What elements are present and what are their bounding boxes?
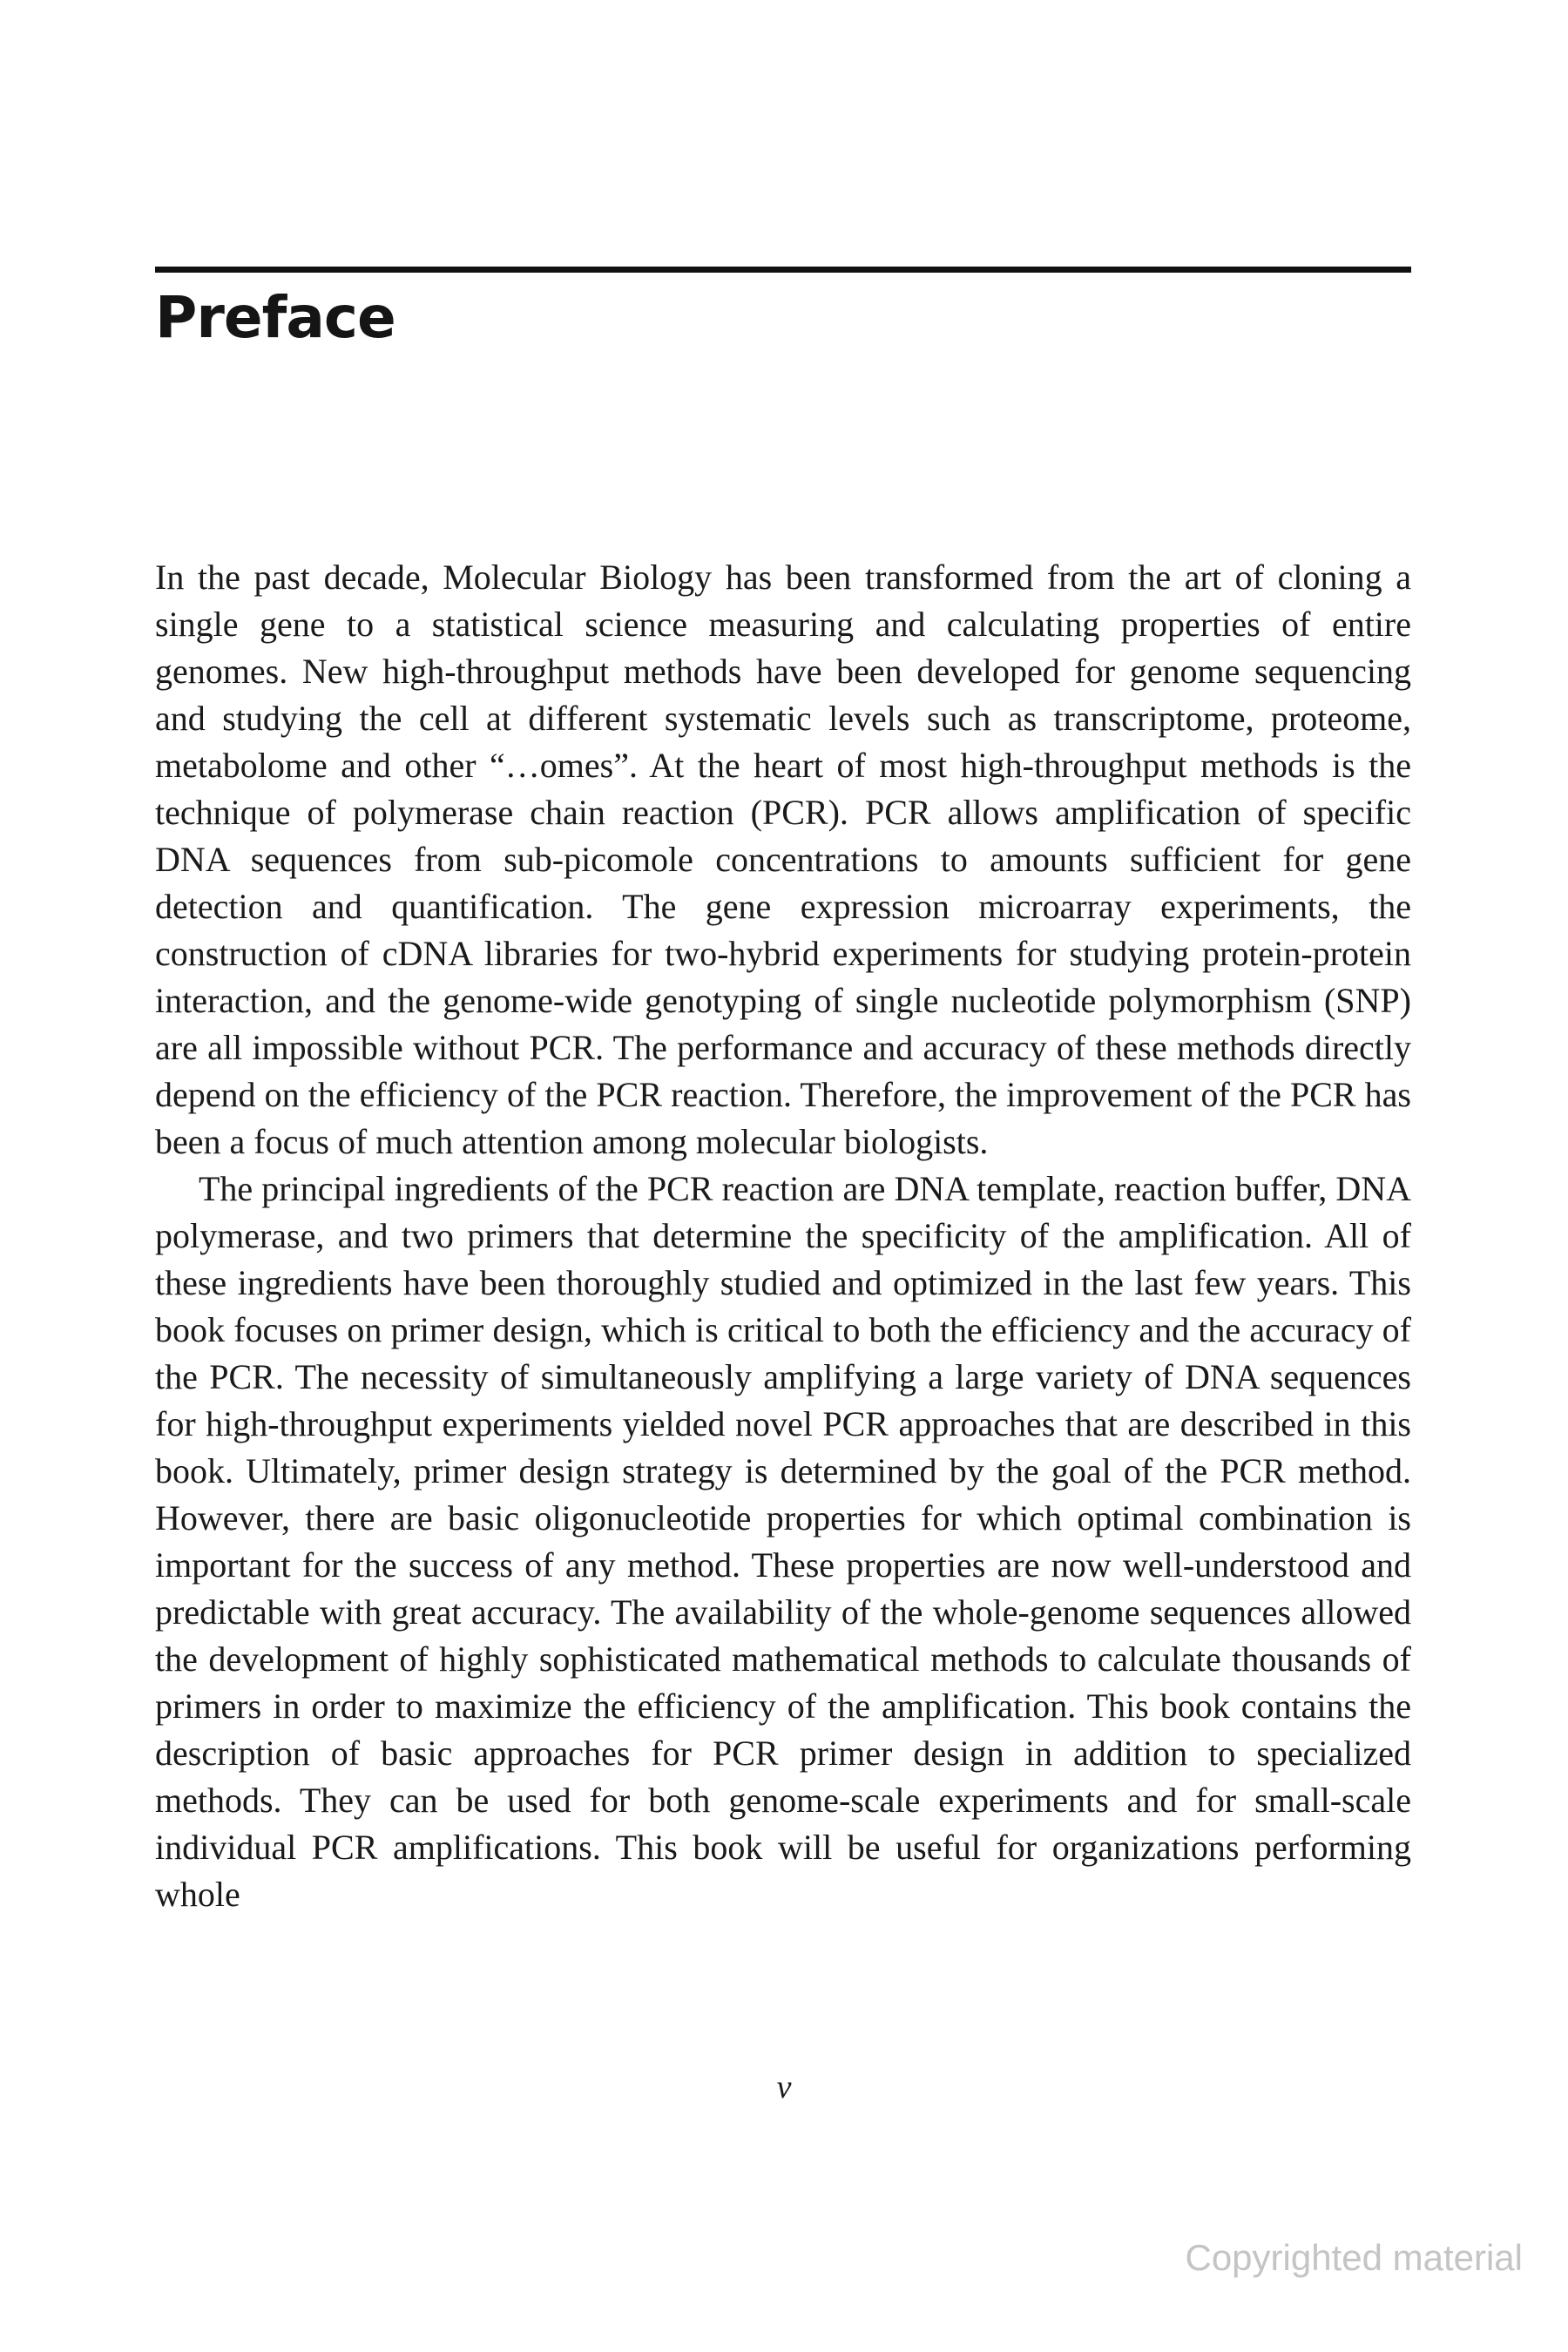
page-title: Preface xyxy=(155,284,395,351)
preface-body xyxy=(155,554,1411,1918)
paragraph: The principal ingredients of the PCR reaction are DNA template, reaction buffer, DNA polymerase, and two primers that determine the specificity of the amplification. All of these ingredients have been thoroughly studied and optimized in the last few years. This book focuses on primer design, which is critical to both the efficiency and the accuracy of the PCR. The necessity of simultaneously amplifying a large variety of DNA sequences for high-throughput experiments yielded novel PCR approaches that are described in this book. Ultimately, primer design strategy is determined by the goal of the PCR method. However, there are basic oligonucleotide properties for which optimal combination is important for the success of any method. These properties are now well-understood and predictable with great accuracy. The availability of the whole-genome sequences allowed the development of highly sophisticated mathematical methods to calculate thousands of primers in order to maximize the efficiency of the amplification. This book contains the description of basic approaches for PCR primer design in addition to specialized methods. They can be used for both genome-scale experiments and for small-scale individual PCR amplifications. This book will be useful for organizations performing whole xyxy=(155,1169,1411,1914)
copyright-watermark: Copyrighted material xyxy=(1185,2237,1523,2278)
page-number: v xyxy=(776,2069,792,2105)
heading-rule xyxy=(155,267,1411,273)
paragraph: In the past decade, Molecular Biology has been transformed from the art of cloning a single gene to a statistical science measuring and calculating properties of entire genomes. New high-throughput methods have been developed for genome sequencing and studying the cell at different systematic levels such as transcriptome, proteome, metabolome and other “…omes”. At the heart of most high-throughput methods is the technique of polymerase chain reaction (PCR). PCR allows amplification of specific DNA sequences from sub-picomole concentrations to amounts sufficient for gene detection and quantification. The gene expression microarray experiments, the construction of cDNA libraries for two-hybrid experiments for studying protein-protein interaction, and the genome-wide genotyping of single nucleotide polymorphism (SNP) are all impossible without PCR. The performance and accuracy of these methods directly depend on the efficiency of the PCR reaction. Therefore, the improvement of the PCR has been a focus of much attention among molecular biologists. xyxy=(155,558,1411,1161)
